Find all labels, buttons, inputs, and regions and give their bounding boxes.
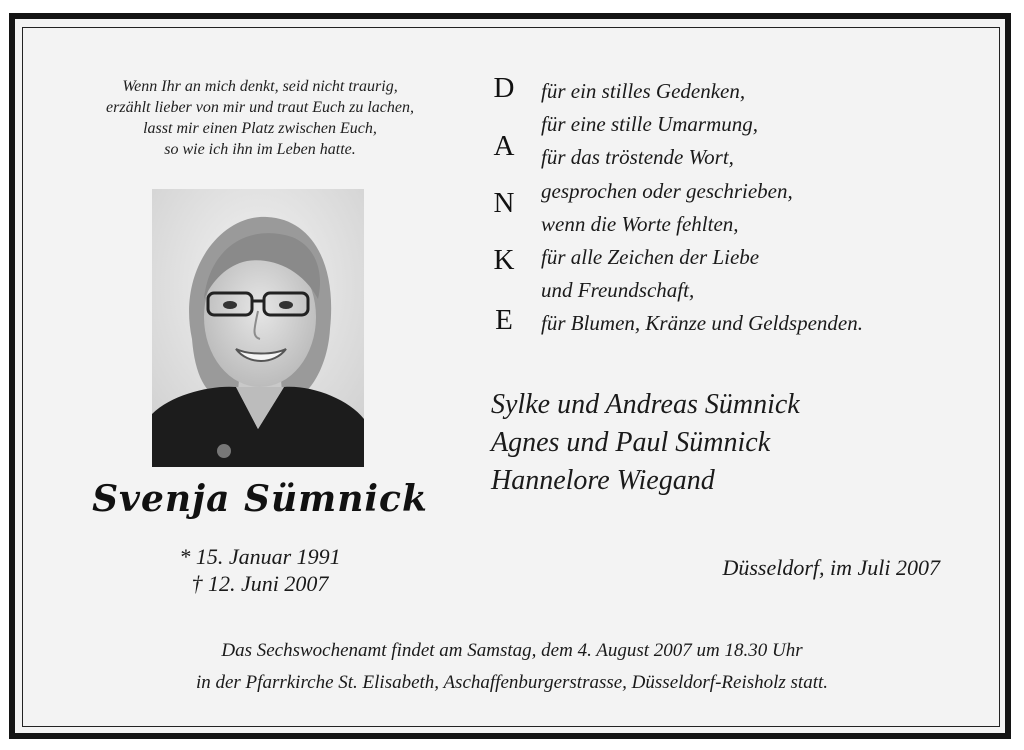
- thanks-line: für das tröstende Wort,: [541, 145, 734, 170]
- thanks-line: für Blumen, Kränze und Geldspenden.: [541, 311, 863, 336]
- notice-line: Das Sechswochenamt findet am Samstag, dem 4. August 2007 um 18.30 Uhr: [221, 640, 803, 661]
- poem-line: erzählt lieber von mir und traut Euch zu lachen,: [106, 99, 414, 116]
- thanks-line: gesprochen oder geschrieben,: [541, 178, 793, 203]
- thanks-line: für ein stilles Gedenken,: [541, 79, 746, 103]
- thanks-line: für alle Zeichen der Liebe: [541, 245, 760, 270]
- danke-letter: K: [493, 244, 515, 276]
- service-notice: [40, 635, 984, 699]
- danke-letter: D: [493, 72, 515, 104]
- thanks-line: und Freundschaft,: [541, 278, 695, 303]
- danke-letter: N: [493, 187, 515, 219]
- family-name: Agnes und Paul Sümnick: [491, 427, 771, 458]
- portrait-photo: [152, 189, 364, 467]
- life-dates: [60, 543, 460, 597]
- thanks-line: wenn die Worte fehlten,: [541, 211, 739, 236]
- birth-date: * 15. Januar 1991: [179, 544, 341, 569]
- death-date: † 12. Juni 2007: [191, 571, 329, 596]
- place-date: Düsseldorf, im Juli 2007: [722, 555, 940, 580]
- family-name: Sylke und Andreas Sümnick: [491, 389, 800, 420]
- family-name: Hannelore Wiegand: [491, 465, 715, 496]
- danke-letter: E: [495, 304, 513, 336]
- notice-line: in der Pfarrkirche St. Elisabeth, Aschaffenburgerstrasse, Düsseldorf-Reisholz statt.: [195, 672, 829, 693]
- poem-line: so wie ich ihn im Leben hatte.: [164, 141, 356, 158]
- thanks-line: für eine stille Umarmung,: [541, 112, 758, 137]
- poem-line: Wenn Ihr an mich denkt, seid nicht traurig,: [122, 78, 398, 95]
- deceased-name: Svenja Sümnick: [92, 478, 428, 520]
- family-signatures: [491, 386, 951, 500]
- poem-line: lasst mir einen Platz zwischen Euch,: [143, 120, 377, 137]
- danke-letter: A: [493, 130, 515, 162]
- thanks-text: [541, 75, 961, 341]
- poem: [40, 76, 480, 160]
